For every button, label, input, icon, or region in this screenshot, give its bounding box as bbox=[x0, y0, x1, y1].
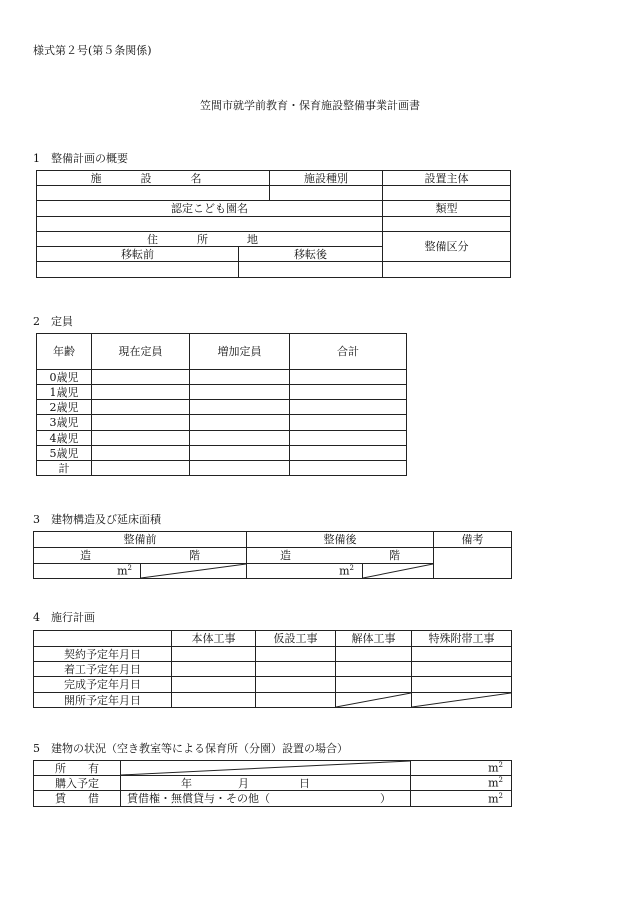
increase-cell[interactable] bbox=[190, 446, 290, 461]
date-cell[interactable] bbox=[412, 647, 512, 662]
total-cell[interactable] bbox=[290, 385, 407, 400]
lease-area-cell[interactable]: $m^2$ bbox=[411, 791, 512, 807]
form-number: 様式第２号(第５条関係) bbox=[33, 44, 152, 57]
increase-cell[interactable] bbox=[190, 385, 290, 400]
capacity-table bbox=[36, 333, 407, 476]
date-cell[interactable] bbox=[172, 662, 256, 677]
current-cell[interactable] bbox=[92, 431, 190, 446]
owned-slash-cell bbox=[121, 761, 411, 776]
schedule-row-label: 完成予定年月日 bbox=[34, 677, 172, 693]
structure-table bbox=[33, 531, 512, 579]
current-cell[interactable] bbox=[92, 461, 190, 476]
nintei-name-header: 認定こども園名 bbox=[37, 201, 383, 217]
total-cell[interactable] bbox=[290, 461, 407, 476]
current-cell[interactable] bbox=[92, 385, 190, 400]
operator-cell[interactable] bbox=[383, 186, 511, 201]
increase-cell[interactable] bbox=[190, 370, 290, 385]
total-cell[interactable] bbox=[290, 431, 407, 446]
date-cell[interactable] bbox=[172, 693, 256, 708]
operator-header: 設置主体 bbox=[383, 171, 511, 186]
purchase-label: 購入予定 bbox=[34, 776, 121, 791]
before-move-cell[interactable] bbox=[37, 262, 239, 278]
address-header: 住 所 地 bbox=[37, 232, 383, 247]
section5-heading: 5 建物の状況（空き教室等による保育所（分園）設置の場合） bbox=[33, 742, 348, 755]
date-cell[interactable] bbox=[256, 677, 336, 693]
after-header: 整備後 bbox=[247, 532, 434, 548]
row-age-label: 1歳児 bbox=[37, 385, 92, 400]
diagonal-line bbox=[412, 693, 511, 707]
main-work-header: 本体工事 bbox=[172, 631, 256, 647]
date-cell[interactable] bbox=[172, 647, 256, 662]
row-age-label: 0歳児 bbox=[37, 370, 92, 385]
document-title: 笠間市就学前教育・保育施設整備事業計画書 bbox=[200, 99, 420, 112]
schedule-row-label: 着工予定年月日 bbox=[34, 662, 172, 677]
date-cell[interactable] bbox=[336, 662, 412, 677]
division-cell[interactable] bbox=[383, 262, 511, 278]
diagonal-line bbox=[141, 564, 246, 578]
date-cell[interactable] bbox=[256, 662, 336, 677]
date-cell[interactable] bbox=[336, 677, 412, 693]
total-cell[interactable] bbox=[290, 415, 407, 431]
increase-cell[interactable] bbox=[190, 400, 290, 415]
overview-table bbox=[36, 170, 511, 278]
diagonal-line bbox=[336, 693, 411, 707]
total-cell[interactable] bbox=[290, 446, 407, 461]
row-total-label: 計 bbox=[37, 461, 92, 476]
remarks-cell[interactable] bbox=[434, 548, 512, 579]
schedule-row-label: 契約予定年月日 bbox=[34, 647, 172, 662]
demolition-slash-cell bbox=[336, 693, 412, 708]
facility-type-header: 施設種別 bbox=[270, 171, 383, 186]
row-age-label: 5歳児 bbox=[37, 446, 92, 461]
after-move-cell[interactable] bbox=[239, 262, 383, 278]
row-age-label: 3歳児 bbox=[37, 415, 92, 431]
increase-cell[interactable] bbox=[190, 461, 290, 476]
after-structure-cell[interactable]: 造 階 bbox=[247, 548, 434, 564]
demolition-header: 解体工事 bbox=[336, 631, 412, 647]
current-cell[interactable] bbox=[92, 370, 190, 385]
special-work-header: 特殊附帯工事 bbox=[412, 631, 512, 647]
row-age-label: 4歳児 bbox=[37, 431, 92, 446]
building-status-table bbox=[33, 760, 512, 807]
purchase-date-cell[interactable]: 年 月 日 bbox=[121, 776, 411, 791]
before-slash-cell bbox=[141, 564, 247, 579]
current-capacity-header: 現在定員 bbox=[92, 334, 190, 370]
row-age-label: 2歳児 bbox=[37, 400, 92, 415]
diagonal-line bbox=[363, 564, 433, 578]
category-cell[interactable] bbox=[383, 217, 511, 232]
before-area-cell[interactable]: $m^2$ bbox=[34, 564, 141, 579]
total-cell[interactable] bbox=[290, 400, 407, 415]
lease-detail-cell[interactable]: 賃借権・無償貸与・その他（ ） bbox=[121, 791, 411, 807]
before-move-header: 移転前 bbox=[37, 247, 239, 262]
current-cell[interactable] bbox=[92, 446, 190, 461]
special-slash-cell bbox=[412, 693, 512, 708]
total-cell[interactable] bbox=[290, 370, 407, 385]
increase-cell[interactable] bbox=[190, 415, 290, 431]
total-header: 合計 bbox=[290, 334, 407, 370]
corner-cell bbox=[34, 631, 172, 647]
date-cell[interactable] bbox=[412, 677, 512, 693]
date-cell[interactable] bbox=[256, 647, 336, 662]
current-cell[interactable] bbox=[92, 400, 190, 415]
owned-area-cell[interactable]: $m^2$ bbox=[411, 761, 512, 776]
date-cell[interactable] bbox=[172, 677, 256, 693]
increase-capacity-header: 増加定員 bbox=[190, 334, 290, 370]
section1-heading: 1 整備計画の概要 bbox=[33, 152, 128, 165]
diagonal-line bbox=[121, 761, 410, 775]
date-cell[interactable] bbox=[336, 647, 412, 662]
increase-cell[interactable] bbox=[190, 431, 290, 446]
nintei-name-cell[interactable] bbox=[37, 217, 383, 232]
temp-work-header: 仮設工事 bbox=[256, 631, 336, 647]
section3-heading: 3 建物構造及び延床面積 bbox=[33, 513, 161, 526]
age-header: 年齢 bbox=[37, 334, 92, 370]
owned-label: 所 有 bbox=[34, 761, 121, 776]
category-header: 類型 bbox=[383, 201, 511, 217]
section4-heading: 4 施行計画 bbox=[33, 611, 95, 624]
lease-label: 賃 借 bbox=[34, 791, 121, 807]
schedule-table bbox=[33, 630, 512, 708]
remarks-header: 備考 bbox=[434, 532, 512, 548]
after-slash-cell bbox=[363, 564, 434, 579]
date-cell[interactable] bbox=[412, 662, 512, 677]
facility-type-cell[interactable] bbox=[270, 186, 383, 201]
date-cell[interactable] bbox=[256, 693, 336, 708]
before-structure-cell[interactable]: 造 階 bbox=[34, 548, 247, 564]
after-area-cell[interactable]: $m^2$ bbox=[247, 564, 363, 579]
section2-heading: 2 定員 bbox=[33, 315, 73, 328]
facility-name-cell[interactable] bbox=[37, 186, 270, 201]
purchase-area-cell[interactable]: $m^2$ bbox=[411, 776, 512, 791]
division-header: 整備区分 bbox=[383, 232, 511, 262]
before-header: 整備前 bbox=[34, 532, 247, 548]
after-move-header: 移転後 bbox=[239, 247, 383, 262]
current-cell[interactable] bbox=[92, 415, 190, 431]
facility-name-header: 施 設 名 bbox=[37, 171, 270, 186]
schedule-row-label: 開所予定年月日 bbox=[34, 693, 172, 708]
